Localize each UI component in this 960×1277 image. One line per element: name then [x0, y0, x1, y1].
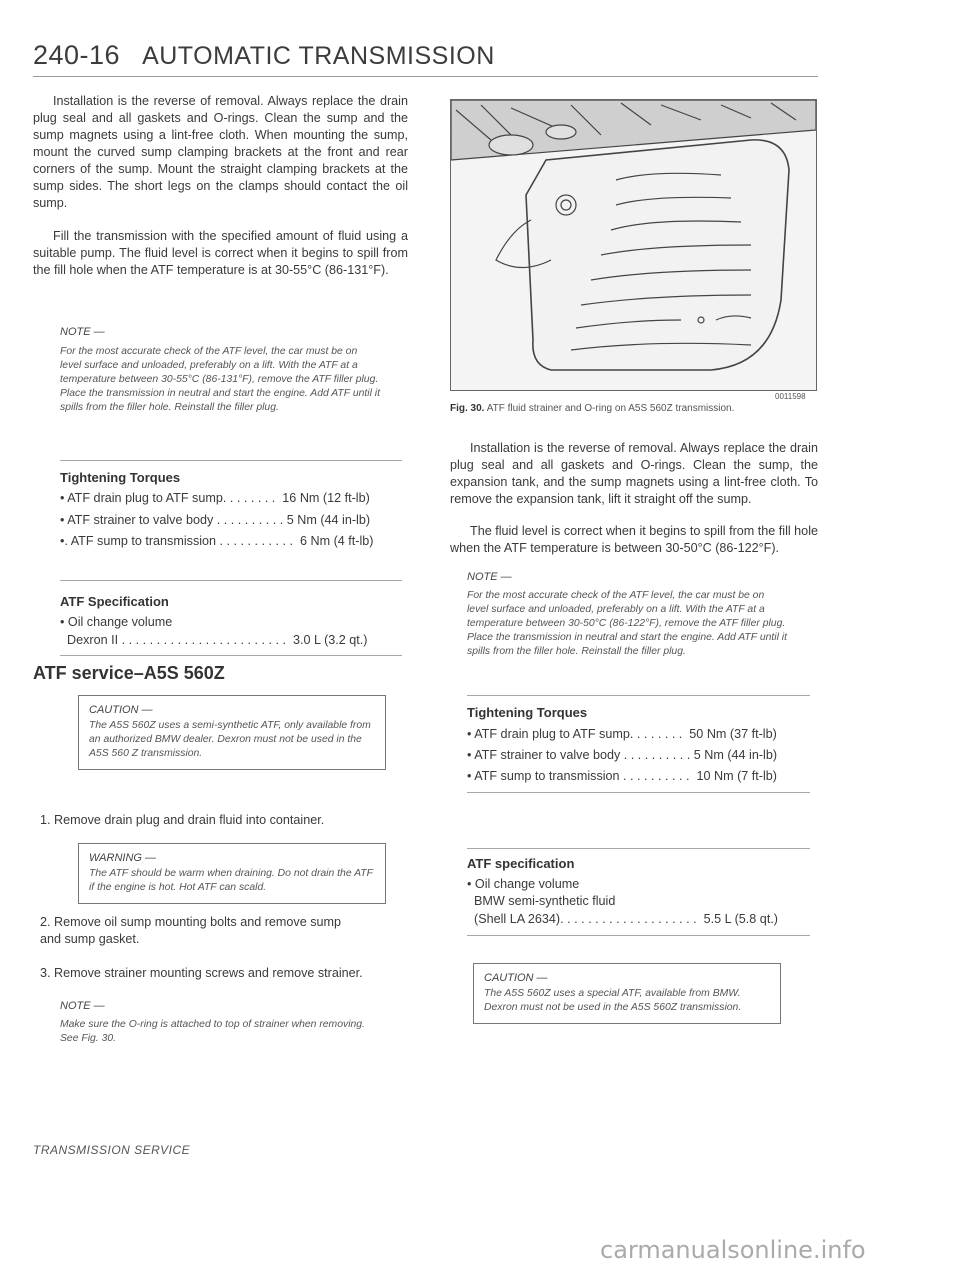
left-caution-title: CAUTION — — [89, 704, 153, 716]
right-spec-bottom-rule — [467, 935, 810, 936]
left-caution-box — [78, 695, 386, 770]
figure-caption — [450, 403, 830, 414]
page-title: AUTOMATIC TRANSMISSION — [142, 42, 495, 70]
right-caution-body: The A5S 560Z uses a special ATF, available from BMW. Dexron must not be used in the A5S 560Z transmission. — [484, 988, 742, 1013]
left-spec-top-rule — [60, 580, 402, 581]
right-torque-line-3: • ATF sump to transmission . . . . . . . . . . 10 Nm (7 ft-lb) — [467, 769, 777, 783]
right-spec-line-2: BMW semi-synthetic fluid — [467, 894, 616, 908]
right-spec-line-1: • Oil change volume — [467, 877, 580, 891]
left-spec-line-2: Dexron II . . . . . . . . . . . . . . . . . . . . . . . . 3.0 L (3.2 qt.) — [60, 633, 368, 647]
figure-caption-text: ATF fluid strainer and O-ring on A5S 560Z transmission. — [486, 403, 735, 414]
left-torque-line-1: • ATF drain plug to ATF sump. . . . . . . . 16 Nm (12 ft-lb) — [60, 491, 370, 505]
right-spec-line-3: (Shell LA 2634). . . . . . . . . . . . . . . . . . . . 5.5 L (5.8 qt.) — [467, 912, 779, 926]
right-caution-box — [473, 963, 781, 1024]
left-note2-body: Make sure the O-ring is attached to top of strainer when removing. See Fig. 30. — [60, 1019, 365, 1044]
left-paragraph-installation: Installation is the reverse of removal. Always replace the drain plug seal and all gaskets and O-rings. Clean the sump and the sump magnets using a lint-free cloth. When mounting the sump, mount the curved sump clamping brackets at the front and rear corners of the sump. Mount the straight clamping brackets at the sump sides. The short legs on the clamps should contact the oil sump. — [33, 94, 408, 210]
right-torque-bottom-rule — [467, 792, 810, 793]
step-2: 2. Remove oil sump mounting bolts and remove sump and sump gasket. — [40, 915, 341, 946]
left-spec-bottom-rule — [60, 655, 402, 656]
left-torque-title: Tightening Torques — [60, 470, 181, 485]
right-note-body: For the most accurate check of the ATF level, the car must be on level surface and unloaded, preferably on a lift. With the ATF at a temperature between 30-50°C (86-122°F), remove the ATF filler plug. Place the transmission in neutral and start the engine. Add ATF until it spills from the filler hole. Reinstall the filler plug. — [467, 590, 787, 657]
right-paragraph-installation: Installation is the reverse of removal. Always replace the drain plug seal and all gaskets and O-rings. Clean the sump, the expansion tank, and the sump magnets using a lint-free cloth. To remove the expansion tank, lift it straight off the sump. — [450, 441, 818, 506]
header-rule — [33, 76, 818, 77]
footer-section: TRANSMISSION SERVICE — [33, 1143, 191, 1157]
right-spec-title: ATF specification — [467, 856, 575, 871]
right-paragraph-level: The fluid level is correct when it begins to spill from the fill hole when the ATF temperature is between 30-50°C (86-122°F). — [450, 524, 818, 555]
right-torque-top-rule — [467, 695, 810, 696]
left-spec-line-1: • Oil change volume — [60, 615, 173, 629]
right-torque-line-2: • ATF strainer to valve body . . . . . . . . . . 5 Nm (44 in-lb) — [467, 748, 778, 762]
right-spec-top-rule — [467, 848, 810, 849]
figure-label: Fig. 30. — [450, 403, 485, 414]
right-torque-title: Tightening Torques — [467, 705, 588, 720]
section-number: 240-16 — [33, 40, 121, 70]
left-torque-line-2: • ATF strainer to valve body . . . . . . . . . . 5 Nm (44 in-lb) — [60, 513, 371, 527]
left-caution-body: The A5S 560Z uses a semi-synthetic ATF, only available from an authorized BMW dealer. Dexron must not be used in the A5S 560 Z transmission. — [89, 720, 371, 759]
left-note2-title: NOTE — — [60, 1000, 105, 1012]
section-heading: ATF service–A5S 560Z — [33, 663, 225, 683]
strainer-drawing — [451, 100, 816, 390]
left-torque-top-rule — [60, 460, 402, 461]
left-warning-box — [78, 843, 386, 904]
right-note-title: NOTE — — [467, 571, 512, 583]
page-header — [33, 40, 495, 71]
left-warning-title: WARNING — — [89, 852, 157, 864]
left-warning-body: The ATF should be warm when draining. Do not drain the ATF if the engine is hot. Hot ATF can scald. — [89, 868, 373, 893]
left-note-body: For the most accurate check of the ATF level, the car must be on level surface and unloaded, preferably on a lift. With the ATF at a temperature between 30-55°C (86-131°F), remove the ATF filler plug. Place the transmission in neutral and start the engine. Add ATF until it spills from the filler hole. Reinstall the filler plug. — [60, 346, 380, 413]
right-caution-title: CAUTION — — [484, 972, 548, 984]
figure-30-illustration — [450, 99, 817, 391]
left-note-title: NOTE — — [60, 326, 105, 338]
left-paragraph-fill: Fill the transmission with the specified amount of fluid using a suitable pump. The fluid level is correct when it begins to spill from the fill hole when the ATF temperature is at 30-55°C (86-131°F). — [33, 229, 408, 277]
left-spec-title: ATF Specification — [60, 594, 169, 609]
step-3: 3. Remove strainer mounting screws and remove strainer. — [40, 966, 363, 980]
watermark: carmanualsonline.info — [600, 1236, 866, 1264]
left-torque-line-3: •. ATF sump to transmission . . . . . . . . . . . 6 Nm (4 ft-lb) — [60, 534, 374, 548]
right-torque-line-1: • ATF drain plug to ATF sump. . . . . . . . 50 Nm (37 ft-lb) — [467, 727, 777, 741]
step-1: 1. Remove drain plug and drain fluid into container. — [40, 813, 325, 827]
figure-code: 0011598 — [775, 392, 806, 401]
